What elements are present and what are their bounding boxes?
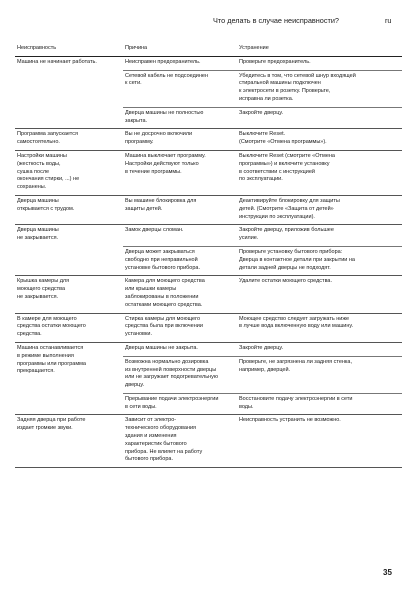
page-header: [0, 16, 420, 32]
table-row: [15, 276, 402, 313]
solution-cell: Удалите остатки моющего средства.: [239, 278, 333, 285]
cause-solution-group: [123, 57, 402, 129]
solution-cell: Моющее средство следует загружать ниже в лучше вода включенную воду или машину.: [239, 315, 354, 330]
column-header-problem: Неисправность: [17, 45, 57, 51]
cause-solution-group: [123, 343, 402, 415]
cause-solution-group: [123, 276, 402, 312]
cause-solution-group: [123, 225, 402, 275]
solution-cell: Деактивируйте блокировку для защиты детей. (Смотрите «Защита от детей» инструкции по эксплуатации).: [239, 197, 340, 220]
cause-solution-pair: [123, 151, 402, 187]
problem-cell: Крышка камеры для моющего средства не закрывается.: [17, 278, 70, 300]
problem-cell: Машина не начинает работать.: [17, 58, 97, 65]
cause-solution-group: [123, 129, 402, 150]
table-row: [15, 225, 402, 276]
table-header-row: [15, 43, 402, 57]
table-row: [15, 415, 402, 468]
language-code: ru: [385, 16, 392, 25]
cause-cell: Прерывание подачи электроэнергии в сети воды.: [125, 395, 219, 410]
column-header-solution: Устранение: [239, 45, 269, 51]
cause-cell: Дверца машины не полностью закрыта.: [125, 109, 204, 124]
cause-solution-pair: [123, 415, 402, 467]
solution-cell: Убедитесь в том, что сетевой шнур входящей стиральной машины подключен к электросети в розетку. Проверьте, исправна ли розетка.: [239, 72, 356, 102]
solution-cell: Закройте дверцу.: [239, 344, 284, 351]
table-row: [15, 151, 402, 196]
table-row: [15, 57, 402, 130]
page-header-title: Что делать в случае неисправности?: [213, 16, 339, 25]
problem-cell: Машина останавливается в режиме выполнения программы или программа прекращается.: [17, 344, 86, 375]
solution-cell: Закройте дверцу, приложив большее усилие.: [239, 227, 334, 242]
solution-cell: Неисправность устранить не возможно.: [239, 417, 341, 424]
cause-solution-pair: [123, 314, 402, 342]
solution-cell: Выключите Reset. (Смотрите «Отмена программы»).: [239, 131, 327, 146]
cause-solution-pair: [123, 70, 402, 107]
cause-solution-pair: [123, 129, 402, 150]
page-number: 35: [383, 568, 392, 577]
cause-solution-pair: [123, 356, 402, 393]
problem-cell: Настройки машины (жесткость воды, сушка после окончания стирки, ...) не сохранены.: [17, 152, 80, 191]
cause-solution-pair: [123, 393, 402, 415]
table-row: [15, 343, 402, 416]
cause-solution-pair: [123, 57, 402, 70]
cause-cell: Машина выключает программу. Настройки действуют только в течение программы.: [125, 152, 206, 175]
solution-cell: Проверьте предохранитель.: [239, 58, 311, 65]
solution-cell: Проверьте, не загрязнена ли задняя стенка, например, дверцей.: [239, 358, 353, 373]
problem-cell: Задняя дверца при работе издает громкие звуки.: [17, 417, 86, 432]
cause-cell: Вы машине блокировка для защиты детей.: [125, 197, 197, 212]
cause-solution-group: [123, 314, 402, 342]
table-body: [15, 57, 402, 468]
table-row: [15, 314, 402, 343]
problem-cell: Дверца машины открывается с трудом.: [17, 197, 75, 212]
cause-solution-pair: [123, 225, 402, 246]
cause-cell: Стирка камеры для моющего средства была при включении установки.: [125, 315, 203, 338]
table-row: [15, 196, 402, 225]
problem-cell: Дверца машины не закрывается.: [17, 227, 59, 242]
problem-cell: Программа запускается самостоятельно.: [17, 131, 78, 146]
cause-solution-group: [123, 151, 402, 195]
column-header-cause: Причина: [125, 45, 148, 51]
cause-cell: Замок дверцы сломан.: [125, 227, 184, 234]
cause-solution-pair: [123, 343, 402, 356]
troubleshooting-table: [15, 43, 402, 468]
solution-cell: Выключите Reset (смотрите «Отмена программы») и включите установку в соответствии с инструкцией по эксплуатации.: [239, 152, 335, 183]
cause-solution-group: [123, 415, 402, 467]
solution-cell: Проверьте установку бытового прибора: Дверца в контактное детали при закрытии на детали задней дверцы не подходят.: [239, 248, 355, 271]
cause-cell: Вы не досрочно включили программу.: [125, 131, 193, 146]
cause-cell: Дверца машины не закрыта.: [125, 344, 198, 351]
cause-solution-pair: [123, 196, 402, 224]
cause-solution-pair: [123, 246, 402, 275]
cause-cell: Дверца может закрываться свободно при неправильной установке бытового прибора.: [125, 248, 201, 271]
cause-cell: Сетевой кабель не подсоединен к сети.: [125, 72, 209, 87]
cause-cell: Неисправен предохранитель.: [125, 58, 201, 65]
solution-cell: Восстановите подачу электроэнергии в сети воды.: [239, 395, 353, 410]
cause-cell: Зависит от электро- технического оборудования здания и изменения характеристик бытового прибора. Не влияет на работу бытового прибора.: [125, 417, 203, 463]
cause-solution-pair: [123, 276, 402, 312]
table-row: [15, 129, 402, 151]
problem-cell: В камере для моющего средства остатки моющего средства.: [17, 315, 86, 338]
cause-cell: Камера для моющего средства или крышки камеры заблокированы в положении остатками моющего средства.: [125, 278, 205, 308]
cause-solution-group: [123, 196, 402, 224]
cause-solution-pair: [123, 107, 402, 129]
solution-cell: Закройте дверцу.: [239, 109, 284, 116]
cause-cell: Возможна нормально дозировка из внутренней поверхности дверцы или не загружает подогревательную дверцу.: [125, 358, 218, 389]
